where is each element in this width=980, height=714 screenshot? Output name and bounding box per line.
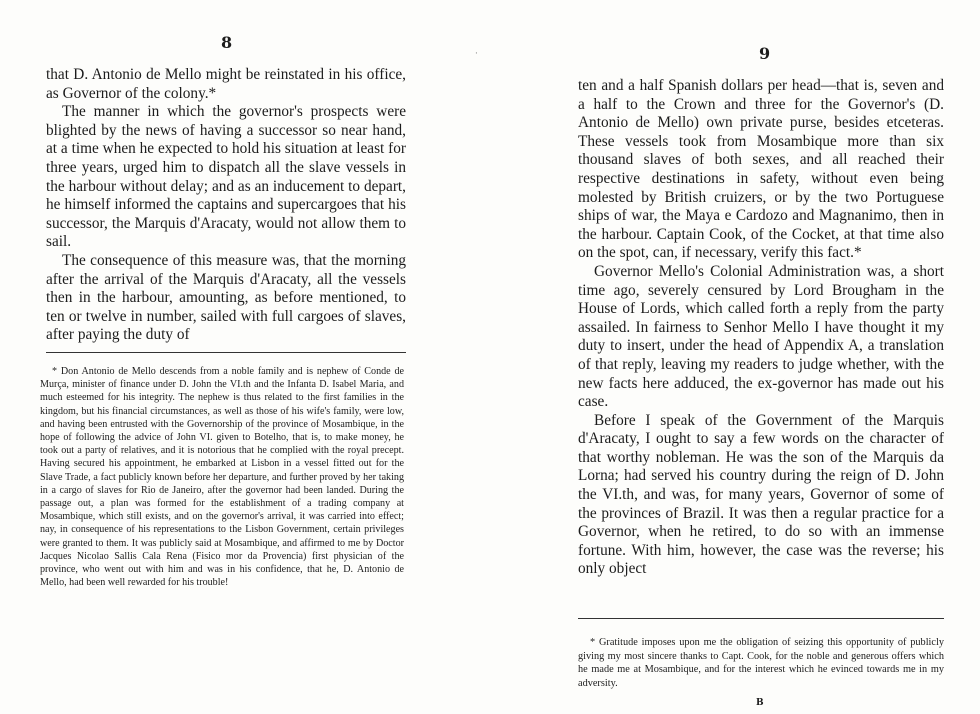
- footnote-rule-left: [46, 352, 406, 353]
- right-page: [490, 0, 980, 714]
- right-paragraph-3: Before I speak of the Government of the Marquis d'Aracaty, I ought to say a few words on the character of that worthy nobleman. He was the son of the Marquis da Lorna; had served his country during the reign of D. John the VI.th, and was, for many years, Governor of some of the provinces of Brazil. It was then a regular practice for a Governor, when he retired, to do so with an immense fortune. With him, however, the case was the reverse; his only object: [578, 411, 944, 578]
- right-paragraph-1: ten and a half Spanish dollars per head—that is, seven and a half to the Crown and three for the Governor's (D. Antonio de Mello) own private purse, besides etceteras. These vessels took from Mosambique more than six thousand slaves of both sexes, and all reached their respective destinations in safety, without even being molested by British cruizers, or by the two Portuguese ships of war, the Maya e Cardozo and Magnanimo, then in the harbour. Captain Cook, of the Cocket, at that time also on the spot, can, if necessary, verify this fact.*: [578, 77, 944, 262]
- left-paragraph-2: The manner in which the governor's prospects were blighted by the news of having a successor so near hand, at a time when he expected to hold his situation at least for three years, urged him to dispatch all the slave vessels in the harbour without delay; and as an inducement to depart, he himself informed the captains and supercargoes that his successor, the Marquis d'Aracaty, would not allow them to sail.: [46, 103, 406, 251]
- left-paragraph-1: that D. Antonio de Mello might be reinstated in his office, as Governor of the colony.*: [46, 66, 406, 102]
- page-number-right: 9: [759, 44, 771, 63]
- left-footnote-text: * Don Antonio de Mello descends from a noble family and is nephew of Conde de Murça, minister of finance under D. John the VI.th and the Infanta D. Isabel Maria, and much esteemed for his integrity. The nephew is thus related to the first families in the kingdom, but his financial circumstances, as well as those of his wife's family, were low, and having been entrusted with the Governorship of the province of Mosambique, in the hope of following the advice of John VI. given to Botelho, that is, to make money, he took out a party of relatives, and it is notorious that he complied with the royal precept. Having secured his appointment, he embarked at Lisbon in a vessel fitted out for the Slave Trade, a fact publicly known before her departure, and further proved by her taking in a cargo of slaves for Rio de Janeiro, after the governor had been landed. During the passage out, a plan was formed for the establishment of a trading company at Mosambique, which still exists, and on the governor's arrival, it was carried into effect; nay, in consequence of his representations to the Lisbon Government, certain privileges were granted to them. It was publicly said at Mosambique, and affirmed to me by Doctor Jacques Nicolao Sallis Cala Rena (Fisico mor da Provencia) first physician of the province, who went out with him and was in his confidence, that he, D. Antonio de Mello, had been well rewarded for his trouble!: [40, 366, 404, 589]
- footnote-rule-right: [578, 618, 944, 619]
- right-body-text: [578, 77, 944, 579]
- signature-mark: B: [756, 698, 764, 708]
- right-footnote-text: * Gratitude imposes upon me the obligation of seizing this opportunity of publicly giving my most sincere thanks to Capt. Cook, for the noble and generous offers which he made me at Mosambique, and for the interest which he evinced towards me in my adversity.: [578, 637, 944, 689]
- left-footnote: [40, 365, 404, 589]
- right-footnote: [578, 636, 944, 690]
- page-number-left: 8: [221, 33, 233, 52]
- left-body-text: [46, 66, 406, 345]
- left-page: [0, 0, 470, 714]
- right-paragraph-2: Governor Mello's Colonial Administration was, a short time ago, severely censured by Lord Brougham in the House of Lords, which called forth a reply from the party assailed. In fairness to Senhor Mello I have thought it my duty to insert, under the head of Appendix A, a translation of that reply, leaving my readers to judge whether, with the new facts here adduced, the ex-governor has made out his case.: [578, 262, 944, 411]
- gutter-mark: ·: [475, 49, 478, 59]
- left-paragraph-3: The consequence of this measure was, that the morning after the arrival of the Marquis d'Aracaty, all the vessels then in the harbour, amounting, as before mentioned, to ten or twelve in number, sailed with full cargoes of slaves, after paying the duty of: [46, 251, 406, 344]
